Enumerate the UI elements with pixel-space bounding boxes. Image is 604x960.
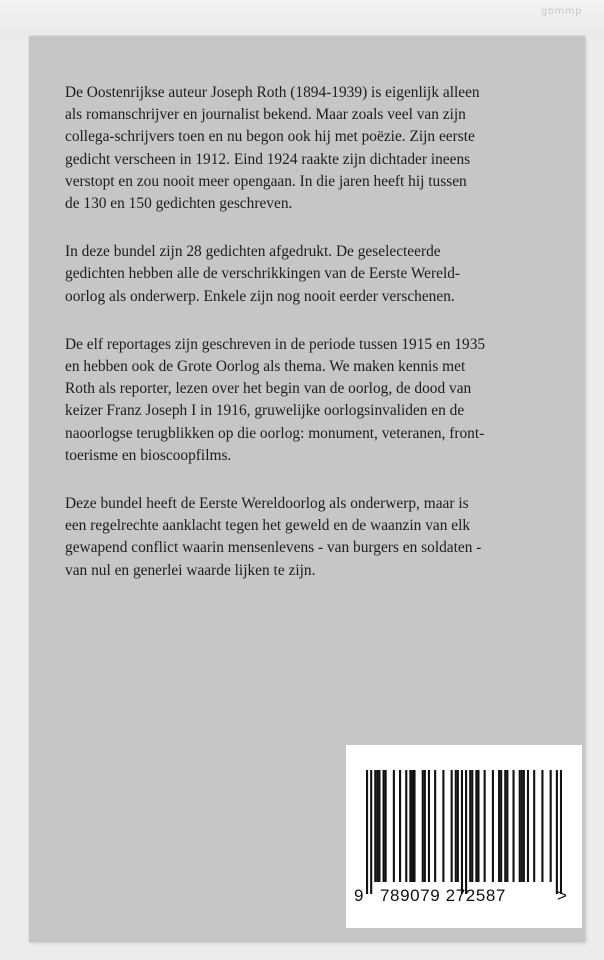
text-line: de 130 en 150 gedichten geschreven.: [65, 195, 293, 213]
text-line: collega-schrijvers toen en nu begon ook hij met poëzie. Zijn eerste: [65, 128, 475, 146]
barcode-bar: [523, 770, 525, 882]
barcode-bar: [366, 770, 368, 894]
text-line: De elf reportages zijn geschreven in de periode tussen 1915 en 1935: [65, 335, 486, 353]
text-line: De Oostenrijkse auteur Joseph Roth (1894-1939) is eigenlijk alleen: [65, 84, 480, 101]
barcode-bar: [405, 770, 407, 882]
barcode-bar: [376, 770, 378, 882]
barcode-bar: [533, 770, 535, 882]
barcode-bar: [399, 770, 401, 882]
barcode-bar: [469, 770, 471, 882]
text-line: gedicht verscheen in 1912. Eind 1924 raakte zijn dichtader ineens: [65, 150, 471, 168]
barcode-bar: [374, 770, 376, 882]
barcode-bar: [465, 770, 467, 894]
barcode-bar: [428, 770, 430, 882]
barcode-bar: [484, 770, 486, 882]
barcode-bar: [471, 770, 473, 882]
blurb-paragraph-2: [65, 241, 571, 308]
barcode-bar: [411, 770, 413, 882]
text-line: keizer Franz Joseph I in 1916, gruwelijke oorlogsinvaliden en de: [65, 402, 465, 420]
text-line: gedichten hebben alle de verschrikkingen van de Eerste Wereld-: [65, 265, 461, 283]
barcode-bar: [519, 770, 521, 882]
barcode-bar: [498, 770, 500, 882]
barcode-bar: [383, 770, 385, 882]
barcode-bar: [560, 770, 562, 894]
text-line: en hebben ook de Grote Oorlog als thema. We maken kennis met: [65, 358, 466, 376]
text-line: verstopt en zou nooit meer opengaan. In die jaren heeft hij tussen: [65, 172, 467, 190]
text-line: een regelrechte aanklacht tegen het geweld en de waanzin van elk: [65, 517, 471, 535]
quiet-zone-mark: >: [557, 886, 568, 905]
page-background-strip: [0, 0, 604, 36]
barcode-bar: [451, 770, 453, 882]
barcode-bar: [541, 770, 543, 882]
barcode-bar: [521, 770, 523, 882]
barcode-bar: [385, 770, 387, 882]
text-line: In deze bundel zijn 28 gedichten afgedrukt. De geselecteerde: [65, 243, 441, 261]
blurb-paragraph-1: [65, 82, 571, 215]
barcode-bar: [506, 770, 508, 882]
barcode-label: [346, 745, 582, 928]
text-line: oorlog als onderwerp. Enkele zijn nog nooit eerder verschenen.: [65, 287, 455, 305]
text-line: gewapend conflict waarin mensenlevens - van burgers en soldaten -: [65, 539, 482, 557]
barcode-bar: [500, 770, 502, 882]
blurb-paragraph-3: [65, 334, 571, 467]
blurb-paragraph-4: [65, 493, 571, 582]
ean13-barcode-icon: [366, 770, 562, 894]
barcode-bar: [424, 770, 426, 882]
text-line: toerisme en bioscoopfilms.: [65, 446, 232, 464]
barcode-bar: [422, 770, 424, 882]
barcode-bar: [527, 770, 529, 882]
barcode-bar: [434, 770, 436, 882]
barcode-bar: [442, 770, 444, 882]
barcode-bar: [409, 770, 411, 882]
blurb-text: [65, 82, 571, 608]
barcode-bar: [457, 770, 459, 882]
text-line: naoorlogse terugblikken op die oorlog: monument, veteranen, front-: [65, 424, 485, 442]
barcode-bar: [512, 770, 514, 882]
barcode-bar: [504, 770, 506, 882]
top-edge-mark: gbmmp: [540, 6, 582, 17]
barcode-bar: [492, 770, 494, 882]
barcode-bar: [475, 770, 477, 882]
barcode-bar: [477, 770, 479, 882]
barcode-bar: [378, 770, 380, 882]
barcode-bar: [461, 770, 463, 894]
isbn-first-digit: 9: [354, 886, 365, 905]
book-back-cover: [29, 36, 585, 942]
barcode-bar: [393, 770, 395, 882]
barcode-bar: [556, 770, 558, 894]
barcode-bar: [370, 770, 372, 894]
isbn-number: 789079 272587: [380, 886, 506, 905]
text-line: Deze bundel heeft de Eerste Wereldoorlog als onderwerp, maar is: [65, 495, 469, 513]
text-line: Roth als reporter, lezen over het begin van de oorlog, de dood van: [65, 380, 472, 398]
barcode-bar: [455, 770, 457, 882]
text-line: als romanschrijver en journalist bekend. Maar zoals veel van zijn: [65, 106, 466, 124]
text-line: van nul en generlei waarde lijken te zijn.: [65, 561, 316, 579]
barcode-bar: [413, 770, 415, 882]
barcode-bar: [550, 770, 552, 882]
